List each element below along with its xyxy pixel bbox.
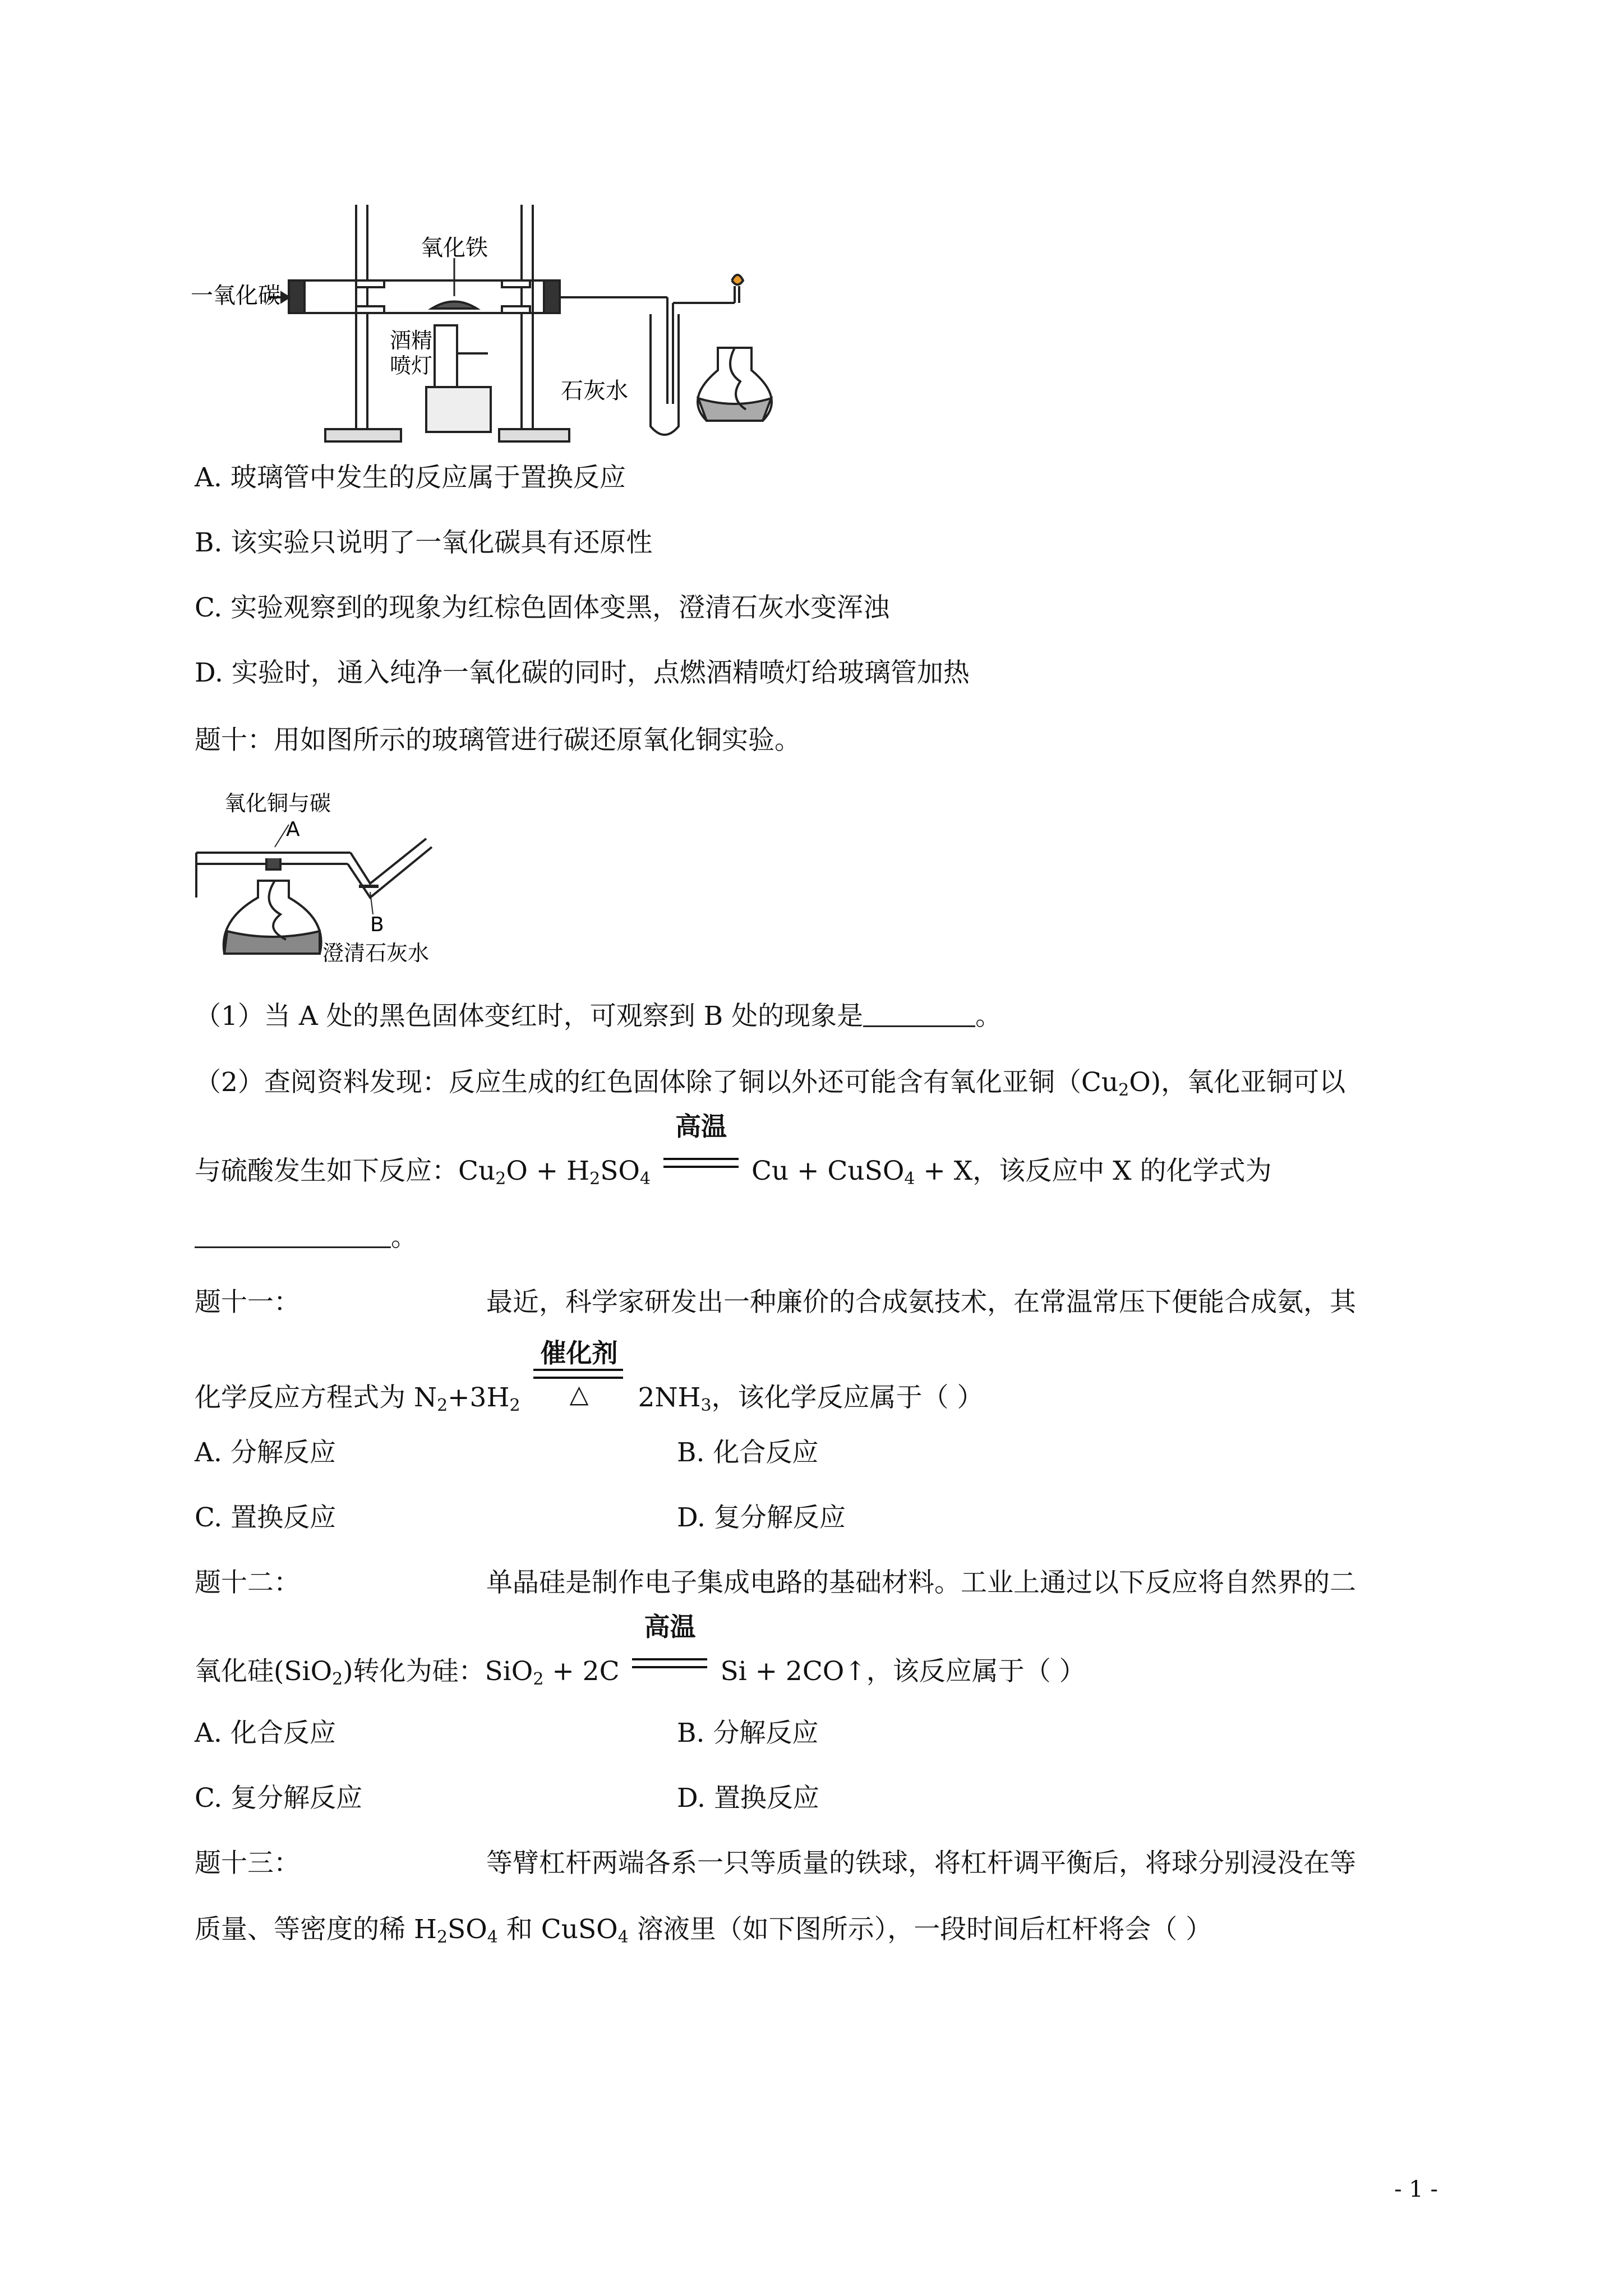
label-co: 一氧化碳	[191, 283, 280, 309]
q9-option-d: D. 实验时，通入纯净一氧化碳的同时，点燃酒精喷灯给玻璃管加热	[195, 657, 970, 688]
q9-option-b: B. 该实验只说明了一氧化碳具有还原性	[195, 527, 653, 558]
co-apparatus-drawing	[185, 196, 589, 449]
fig2-label-b: B	[370, 913, 384, 936]
q10-part2-line3: 。	[195, 1221, 417, 1254]
q12-reaction-condition: 高温	[628, 1655, 712, 1688]
q9-option-a: A. 玻璃管中发生的反应属于置换反应	[195, 462, 626, 493]
figure-co-outlet	[561, 269, 925, 449]
q10-part2-line2: 与硫酸发生如下反应：$Cu_2O + H_2SO_4$ 高温 Cu + CuSO$_4$ + X，该反应中 X 的化学式为	[195, 1111, 1272, 1189]
q11-options-row2: C. 置换反应 D. 复分解反应	[195, 1502, 846, 1533]
q10-part2-line1: （2）查阅资料发现：反应生成的红色固体除了铜以外还可能含有氧化亚铜$(Cu_2O)$，氧化亚铜可以	[195, 1067, 1346, 1100]
limewater-burner-drawing	[561, 269, 925, 449]
label-limewater: 石灰水	[561, 378, 628, 404]
q13-line1: 题十三： 等臂杠杆两端各系一只等质量的铁球，将杠杆调平衡后，将球分别浸没在等	[195, 1848, 1356, 1879]
q10-part1-blank[interactable]	[863, 1005, 975, 1027]
page-number: - 1 -	[1394, 2177, 1438, 2202]
figure-co-reduction	[185, 196, 589, 449]
q11-options-row1: A. 分解反应 B. 化合反应	[195, 1437, 819, 1468]
fig2-label-bottom: 澄清石灰水	[322, 941, 430, 965]
q10-title: 题十：用如图所示的玻璃管进行碳还原氧化铜实验。	[195, 725, 801, 756]
q12-line2: 氧化硅(SiO$_2$)转化为硅：SiO$_2$ + 2C 高温 Si + 2CO↑，该反应属于（ ）	[195, 1612, 1086, 1689]
q12-options-row1: A. 化合反应 B. 分解反应	[195, 1718, 819, 1749]
q13-line2: 质量、等密度的稀 $H_2SO_4$ 和 CuSO$_4$ 溶液里（如下图所示），一段时间后杠杆将会（ ）	[195, 1914, 1212, 1947]
label-lamp-2: 喷灯	[390, 353, 433, 378]
q12-line1: 题十二： 单晶硅是制作电子集成电路的基础材料。工业上通过以下反应将自然界的二	[195, 1567, 1356, 1598]
q11-line1: 题十一： 最近，科学家研发出一种廉价的合成氨技术，在常温常压下便能合成氨，其	[195, 1287, 1356, 1318]
c-cuo-apparatus-drawing	[191, 785, 460, 970]
label-fe2o3: 氧化铁	[421, 235, 488, 261]
q11-line2: 化学反应方程式为 $N_2+3H_2$ 催化剂 △ $2NH_3$，该化学反应属于（ ）	[195, 1338, 984, 1415]
q9-option-c: C. 实验观察到的现象为红棕色固体变黑，澄清石灰水变浑浊	[195, 592, 890, 623]
figure-c-reduction	[191, 785, 460, 970]
q10-reaction-condition: 高温	[659, 1154, 743, 1188]
q11-reaction-condition: 催化剂 △	[529, 1381, 630, 1415]
q10-part2-blank[interactable]	[195, 1226, 391, 1248]
label-lamp-1: 酒精	[390, 328, 433, 353]
fig2-label-a: A	[286, 818, 300, 841]
q10-part1: （1）当 A 处的黑色固体变红时，可观察到 B 处的现象是 。	[195, 1001, 1002, 1032]
q12-options-row2: C. 复分解反应 D. 置换反应	[195, 1783, 819, 1814]
fig2-label-top: 氧化铜与碳	[224, 791, 331, 816]
